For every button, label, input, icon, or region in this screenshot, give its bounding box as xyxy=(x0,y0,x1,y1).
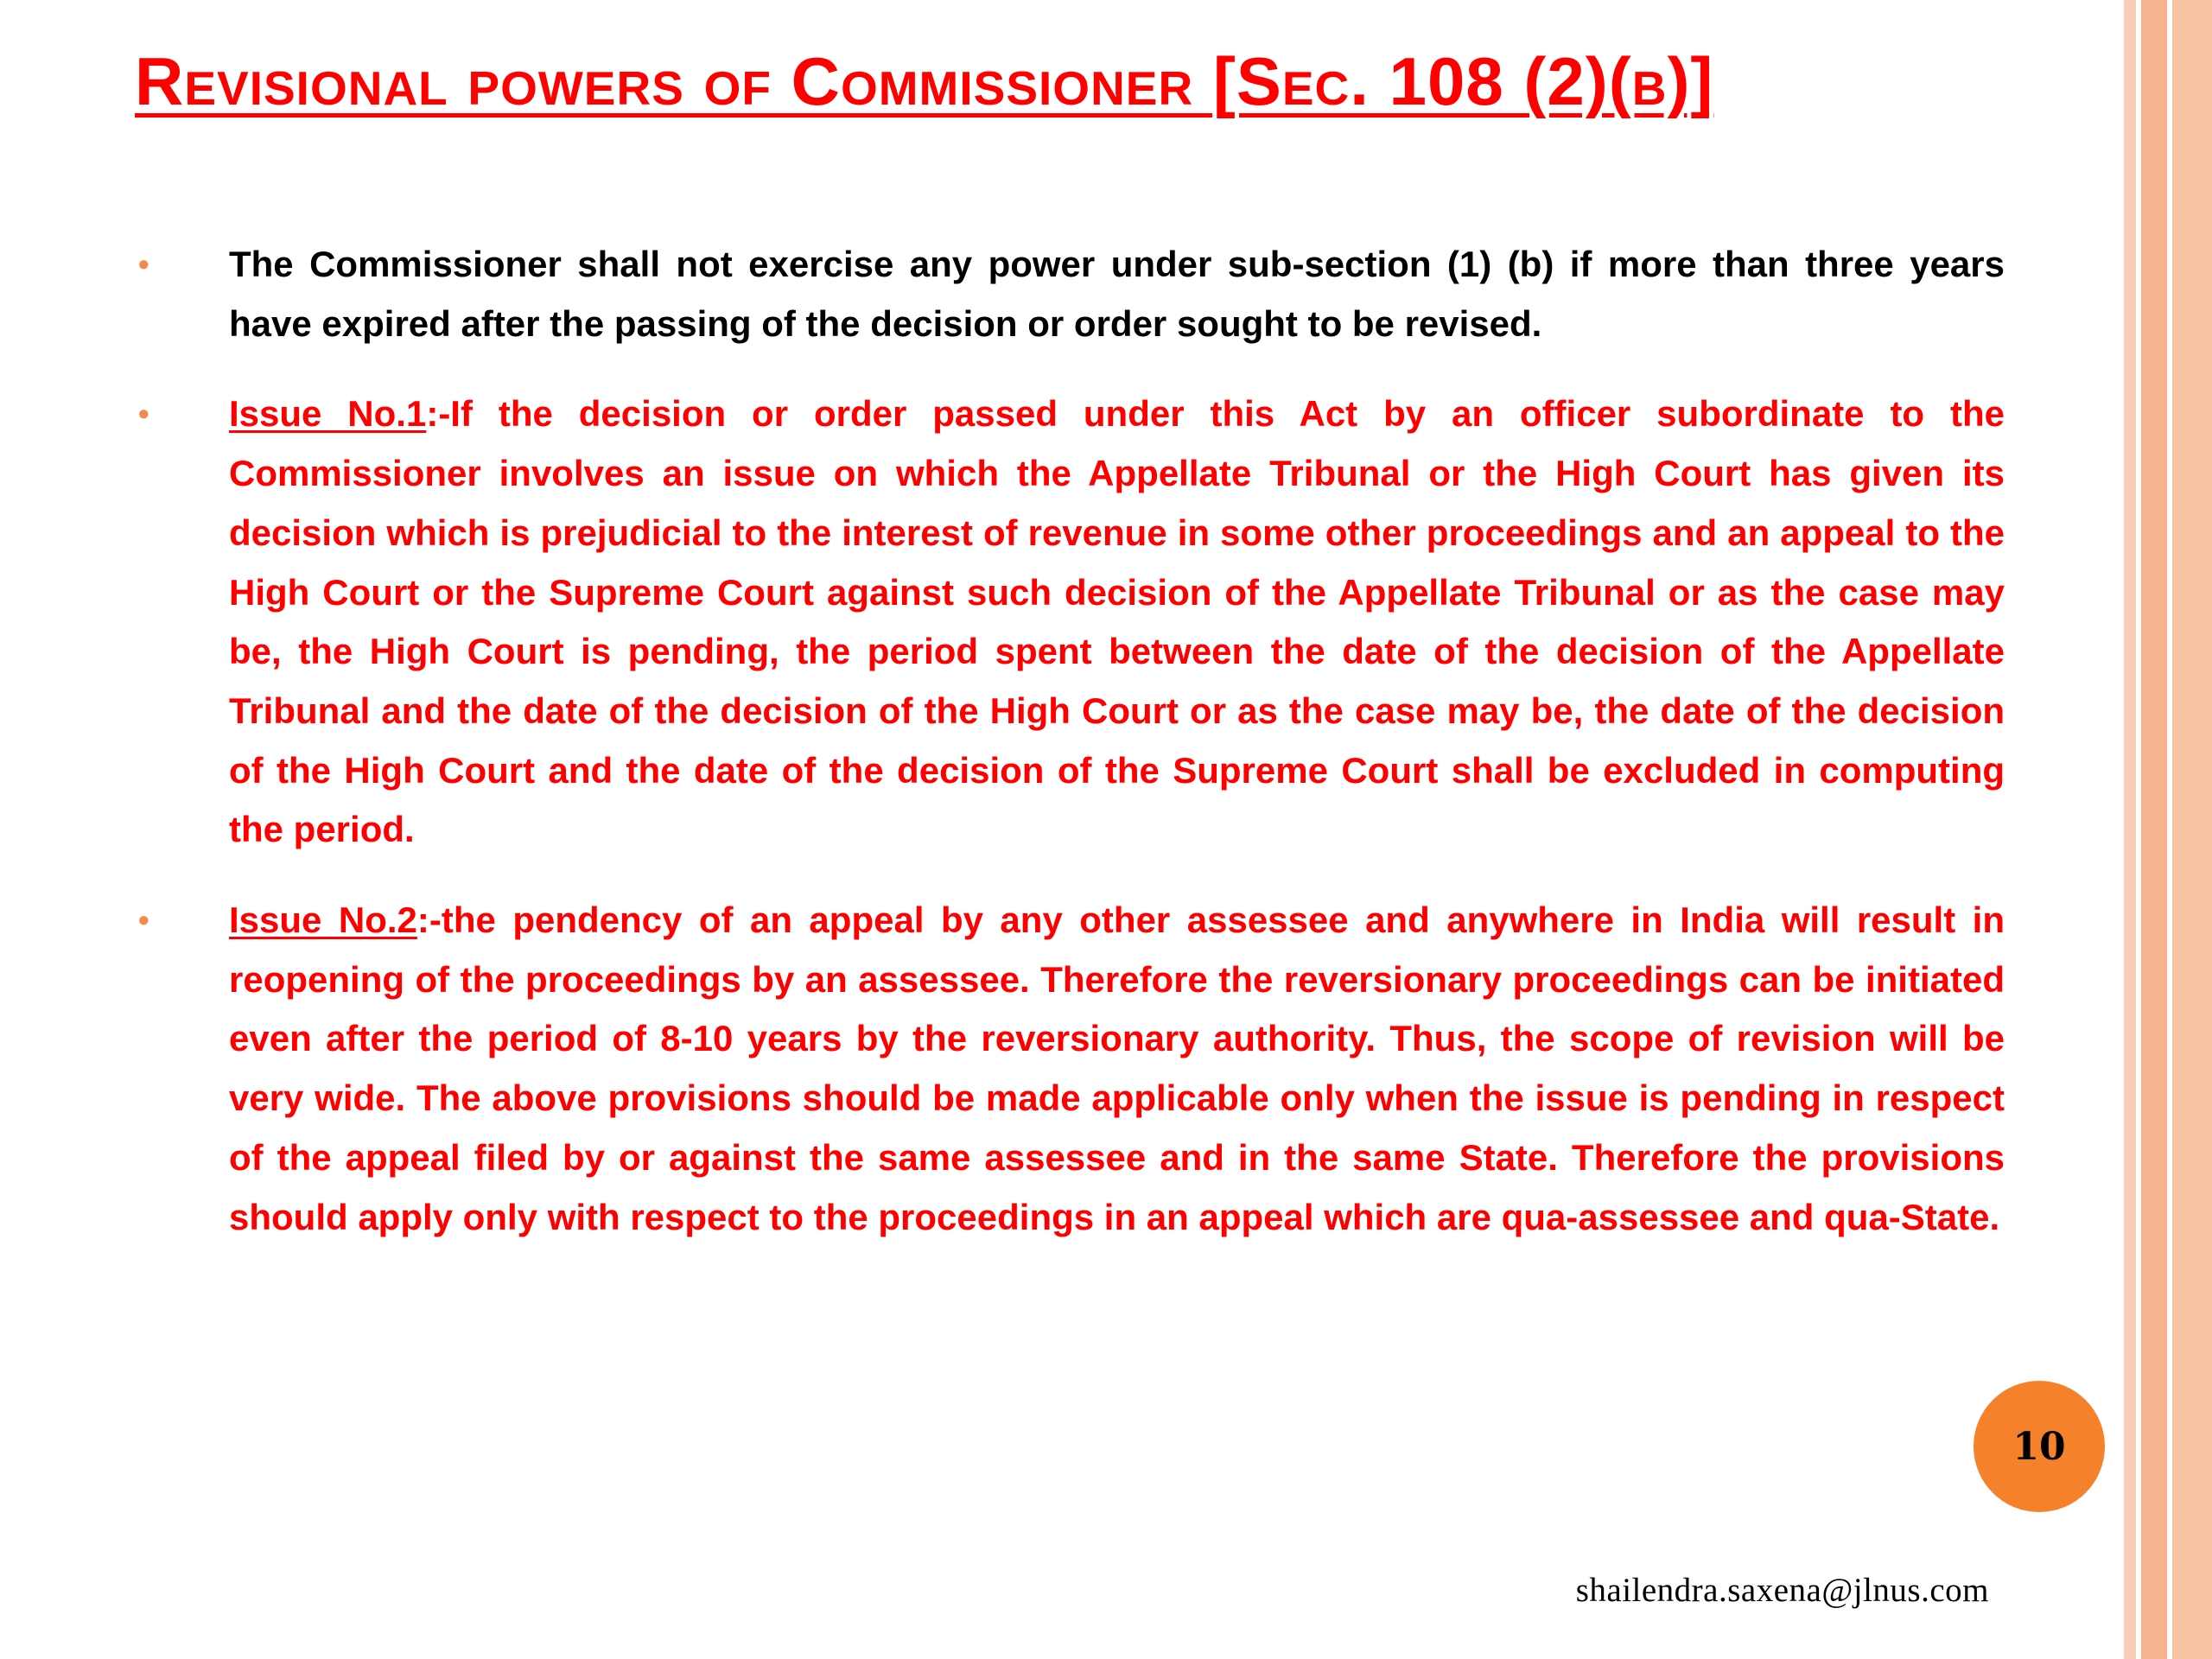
bullet-dot-icon: • xyxy=(138,902,149,938)
footer-email: shailendra.saxena@jlnus.com xyxy=(1575,1572,1989,1609)
issue-label: Issue No.2 xyxy=(229,899,417,941)
bullet-item-issue-1 xyxy=(138,385,2005,860)
page-number: 10 xyxy=(2012,1424,2066,1469)
decorative-stripes xyxy=(2112,0,2212,1659)
page-number-badge xyxy=(1974,1381,2105,1512)
bullet-text: :-the pendency of an appeal by any other assessee and anywhere in India will result in reopening of the proceedings by an assessee. Therefore the reversionary proceedings can be initiated even after the period of 8-10 years by the reversionary authority. Thus, the scope of revision will be very wide. The above provisions should be made applicable only when the issue is pending in respect of the appeal filed by or against the same assessee and in the same State. Therefore the provisions should apply only with respect to the proceedings in an appeal which are qua-assessee and qua-State. xyxy=(229,899,2005,1237)
bullet-item-issue-2 xyxy=(138,891,2005,1247)
bullet-dot-icon: • xyxy=(138,396,149,432)
stripe-outer xyxy=(2172,0,2212,1659)
bullet-text: :-If the decision or order passed under this Act by an officer subordinate to the Commissioner involves an issue on which the Appellate Tribunal or the High Court has given its decision which is prejudicial to the interest of revenue in some other proceedings and an appeal to the High Court or the Supreme Court against such decision of the Appellate Tribunal or as the case may be, the High Court is pending, the period spent between the date of the decision of the Appellate Tribunal and the date of the decision of the High Court or as the case may be, the date of the decision of the High Court and the date of the decision of the Supreme Court shall be excluded in computing the period. xyxy=(229,393,2005,850)
bullet-item-1 xyxy=(138,235,2005,353)
issue-label: Issue No.1 xyxy=(229,393,427,435)
slide-title: Revisional powers of Commissioner [Sec. 108 (2)(b)] xyxy=(135,43,1714,119)
bullet-list xyxy=(138,235,2005,1247)
stripe-inner xyxy=(2124,0,2136,1659)
bullet-text: The Commissioner shall not exercise any power under sub-section (1) (b) if more than three years have expired after the passing of the decision or order sought to be revised. xyxy=(229,244,2005,344)
bullet-dot-icon: • xyxy=(138,246,149,282)
stripe-middle xyxy=(2141,0,2167,1659)
